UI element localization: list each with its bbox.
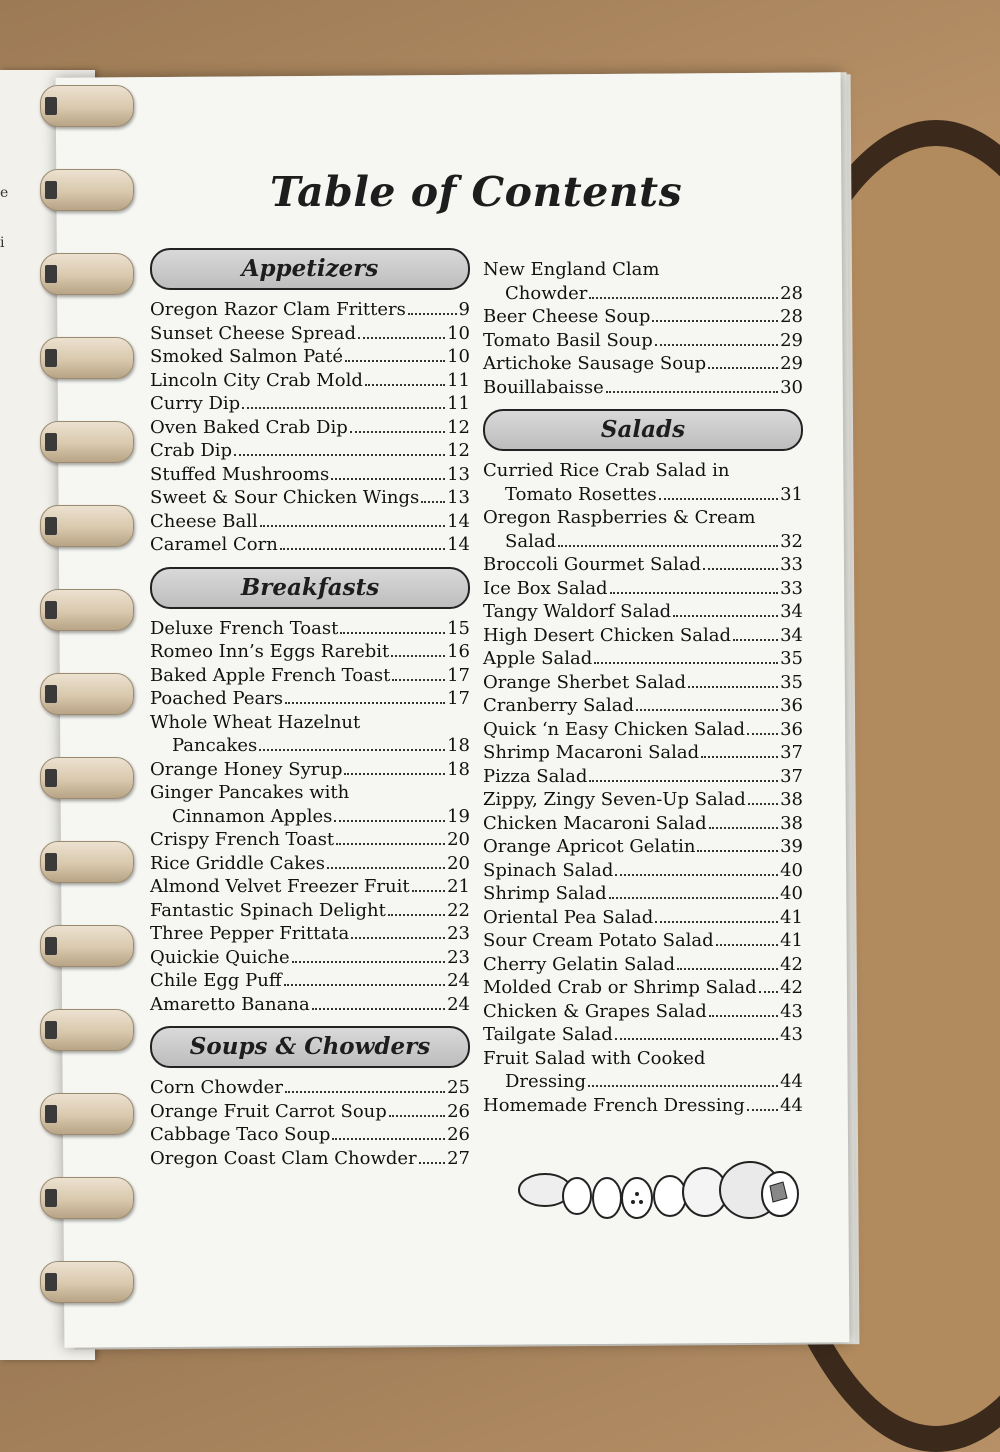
toc-entry-title: Tomato Basil Soup: [483, 329, 653, 351]
dot-leader: [412, 890, 446, 892]
toc-page-number: 38: [780, 812, 803, 834]
toc-page-number: 13: [447, 463, 470, 485]
toc-entry-title: Corn Chowder: [150, 1077, 283, 1098]
toc-entry-title: Quickie Quiche: [150, 946, 290, 968]
toc-entry-title: Zippy, Zingy Seven-Up Salad: [483, 789, 746, 810]
dot-leader: [259, 749, 445, 751]
toc-entry: [483, 600, 803, 624]
toc-page-number: 32: [780, 530, 803, 552]
toc-entry: [483, 718, 803, 742]
toc-page-number: 20: [447, 829, 470, 850]
toc-page-number: 28: [780, 282, 803, 304]
toc-entry: [150, 416, 470, 440]
dot-leader: [615, 874, 778, 876]
toc-page-number: 38: [780, 789, 803, 810]
toc-entry-title: Oriental Pea Salad: [483, 906, 654, 928]
dot-leader: [344, 773, 445, 775]
dot-leader: [709, 827, 778, 829]
dot-leader: [334, 820, 445, 822]
toc-entry-title: Cherry Gelatin Salad: [483, 953, 676, 975]
dot-leader: [331, 478, 445, 480]
toc-page-number: 24: [447, 970, 470, 991]
toc-entry-title: Artichoke Sausage Soup: [483, 353, 707, 374]
dot-leader: [234, 454, 445, 456]
dot-leader: [332, 1138, 445, 1140]
toc-entry: [150, 533, 470, 557]
toc-page-number: 42: [780, 953, 803, 975]
dot-leader: [747, 733, 778, 735]
dot-leader: [391, 655, 445, 657]
punch-hole: [45, 181, 57, 199]
toc-entry: [150, 899, 470, 923]
dot-leader: [759, 991, 778, 993]
toc-entry: [483, 788, 803, 812]
toc-page-number: 35: [780, 648, 803, 669]
toc-entry-title: Broccoli Gourmet Salad: [483, 554, 702, 575]
toc-entry-title: Molded Crab or Shrimp Salad: [483, 977, 757, 998]
dot-leader: [747, 1109, 778, 1111]
toc-page-number: 17: [447, 688, 470, 709]
toc-entry: [483, 906, 803, 930]
dot-leader: [677, 968, 778, 970]
toc-entry: [150, 617, 470, 641]
toc-page-number: 11: [447, 369, 470, 391]
toc-page-number: 29: [780, 329, 803, 351]
toc-page-number: 26: [447, 1124, 470, 1145]
toc-entry: [150, 993, 470, 1017]
toc-entry-title: Baked Apple French Toast: [150, 664, 391, 686]
toc-entry: [483, 859, 803, 883]
toc-entry-title: Oregon Razor Clam Fritters: [150, 299, 406, 320]
toc-entry-title: Tangy Waldorf Salad: [483, 601, 672, 622]
toc-entry-title-cont: Salad: [505, 530, 557, 552]
dot-leader: [351, 937, 445, 939]
toc-entry-title: Amaretto Banana: [150, 993, 310, 1015]
toc-entry: [483, 530, 803, 554]
toc-entry: [483, 553, 803, 577]
toc-entry-title: High Desert Chicken Salad: [483, 624, 731, 646]
toc-entry-title: Fantastic Spinach Delight: [150, 899, 386, 921]
punch-hole: [45, 769, 57, 787]
toc-page-number: 18: [447, 758, 470, 780]
toc-page-number: 40: [780, 859, 803, 881]
dot-leader: [609, 897, 778, 899]
toc-entry: [483, 812, 803, 836]
toc-entry-title: Homemade French Dressing: [483, 1094, 745, 1116]
toc-entry-title: Orange Fruit Carrot Soup: [150, 1100, 387, 1122]
toc-entry: [150, 969, 470, 993]
toc-page-number: 34: [780, 624, 803, 646]
toc-page-number: 14: [447, 510, 470, 532]
toc-page-number: 40: [780, 883, 803, 904]
dot-leader: [733, 639, 778, 641]
punch-hole: [45, 601, 57, 619]
dot-leader: [419, 1162, 445, 1164]
dot-leader: [336, 843, 445, 845]
toc-entry: [150, 439, 470, 463]
toc-page-number: 44: [780, 1094, 803, 1116]
toc-entry-title: Chile Egg Puff: [150, 970, 282, 991]
dot-leader: [589, 780, 778, 782]
toc-page-number: 30: [780, 376, 803, 398]
dot-leader: [392, 679, 445, 681]
toc-entry: [150, 687, 470, 711]
toc-entry-title: Beer Cheese Soup: [483, 306, 651, 327]
toc-entry-title: Cranberry Salad: [483, 695, 635, 716]
toc-page-number: 44: [780, 1071, 803, 1092]
edge-char: i: [0, 235, 5, 251]
toc-entry: [483, 624, 803, 648]
toc-page-number: 17: [447, 664, 470, 686]
toc-page-number: 43: [780, 1024, 803, 1045]
toc-page-number: 12: [447, 416, 470, 438]
toc-page-number: 23: [447, 923, 470, 944]
dot-leader: [673, 615, 778, 617]
toc-entry-title: Caramel Corn: [150, 534, 278, 555]
toc-entry-title: Rice Griddle Cakes: [150, 852, 325, 874]
toc-entry: [150, 369, 470, 393]
toc-entry: [150, 463, 470, 487]
toc-entry-title-cont: Tomato Rosettes: [505, 483, 657, 505]
dot-leader: [242, 407, 445, 409]
dot-leader: [688, 686, 778, 688]
toc-page-number: 33: [780, 554, 803, 575]
toc-entry-title: Curry Dip: [150, 393, 241, 414]
dot-leader: [285, 1091, 445, 1093]
toc-entry: [150, 1123, 470, 1147]
toc-entry: [483, 305, 803, 329]
dot-leader: [365, 384, 445, 386]
toc-page-number: 14: [447, 534, 470, 555]
dot-leader: [708, 367, 778, 369]
toc-entry-title: Crab Dip: [150, 440, 233, 461]
toc-page-number: 41: [780, 930, 803, 951]
toc-entry-title: Deluxe French Toast: [150, 617, 339, 639]
toc-page-number: 35: [780, 671, 803, 693]
dot-leader: [340, 632, 445, 634]
toc-entry-title: Ice Box Salad: [483, 577, 608, 599]
dot-leader: [655, 921, 778, 923]
toc-entry: [483, 1070, 803, 1094]
toc-page-number: 36: [780, 695, 803, 716]
toc-entry-title: Lincoln City Crab Mold: [150, 369, 363, 391]
toc-page-number: 37: [780, 742, 803, 763]
toc-page-number: 39: [780, 836, 803, 857]
toc-entry: [483, 483, 803, 507]
toc-entry: [483, 577, 803, 601]
section-header: Breakfasts: [150, 567, 470, 609]
toc-entry: [150, 922, 470, 946]
toc-entry-title: Chicken Macaroni Salad: [483, 812, 707, 834]
toc-entry: [483, 765, 803, 789]
toc-entry: [483, 647, 803, 671]
toc-entry-title: Oregon Coast Clam Chowder: [150, 1147, 417, 1169]
dot-leader: [389, 1115, 445, 1117]
toc-page-number: 25: [447, 1077, 470, 1098]
dot-leader: [652, 320, 778, 322]
toc-entry: [150, 298, 470, 322]
dot-leader: [703, 568, 778, 570]
dot-leader: [260, 525, 445, 527]
toc-entry-title: Crispy French Toast: [150, 829, 335, 850]
toc-entry-title: Ginger Pancakes with: [150, 782, 350, 803]
toc-entry-title: Smoked Salmon Paté: [150, 346, 343, 367]
toc-entry-title-cont: Chowder: [505, 282, 588, 304]
toc-entry: [483, 976, 803, 1000]
toc-entry: [483, 953, 803, 977]
toc-entry: [483, 1094, 803, 1118]
toc-entry-title: Fruit Salad with Cooked: [483, 1047, 706, 1069]
toc-entry: [150, 758, 470, 782]
toc-entry-title: Whole Wheat Hazelnut: [150, 711, 361, 733]
toc-entry-title: Apple Salad: [483, 648, 593, 669]
toc-page-number: 19: [447, 805, 470, 827]
toc-entry: [150, 946, 470, 970]
toc-page-number: 37: [780, 765, 803, 787]
dot-leader: [388, 914, 445, 916]
dot-leader: [709, 1015, 778, 1017]
toc-entry-title: Orange Apricot Gelatin: [483, 836, 696, 857]
toc-entry-title-cont: Pancakes: [172, 735, 258, 756]
edge-char: e: [0, 185, 9, 201]
toc-entry: [483, 835, 803, 859]
toc-entry: [150, 486, 470, 510]
dot-leader: [615, 1038, 778, 1040]
dot-leader: [421, 501, 445, 503]
toc-entry-title-cont: Dressing: [505, 1071, 587, 1092]
toc-page-number: 15: [447, 617, 470, 639]
toc-entry-title: Tailgate Salad: [483, 1024, 613, 1045]
toc-entry: [150, 828, 470, 852]
toc-page-number: 34: [780, 601, 803, 622]
toc-page-number: 20: [447, 852, 470, 874]
toc-entry: [150, 852, 470, 876]
toc-entry-title: Shrimp Salad: [483, 883, 607, 904]
dot-leader: [697, 850, 778, 852]
toc-entry: [150, 734, 470, 758]
dot-leader: [345, 360, 445, 362]
toc-entry-title: Sweet & Sour Chicken Wings: [150, 487, 420, 508]
toc-page-number: 29: [780, 353, 803, 374]
toc-entry-title: Oregon Raspberries & Cream: [483, 507, 756, 528]
toc-entry-title: Sour Cream Potato Salad: [483, 930, 714, 951]
toc-entry-title: Almond Velvet Freezer Fruit: [150, 876, 410, 897]
toc-page-number: 26: [447, 1100, 470, 1122]
toc-entry-title: Pizza Salad: [483, 765, 588, 787]
punch-hole: [45, 1021, 57, 1039]
dot-leader: [636, 709, 778, 711]
toc-entry-title: Chicken & Grapes Salad: [483, 1000, 707, 1022]
toc-entry: [150, 664, 470, 688]
punch-hole: [45, 433, 57, 451]
toc-page-number: 12: [447, 440, 470, 461]
toc-page-number: 36: [780, 718, 803, 740]
toc-entry-title: Orange Sherbet Salad: [483, 671, 686, 693]
dot-leader: [327, 867, 445, 869]
toc-page-number: 22: [447, 899, 470, 921]
toc-right-column: [483, 258, 803, 1117]
toc-page-number: 21: [447, 876, 470, 897]
toc-page-number: 9: [458, 299, 470, 320]
toc-page-number: 13: [447, 487, 470, 508]
toc-entry-title-cont: Cinnamon Apples: [172, 805, 333, 827]
toc-entry-title: Cabbage Taco Soup: [150, 1124, 331, 1145]
section-header: Soups & Chowders: [150, 1026, 470, 1068]
toc-entry: [483, 352, 803, 376]
toc-entry-title: Three Pepper Frittata: [150, 923, 350, 944]
dot-leader: [701, 756, 778, 758]
toc-page-number: 31: [780, 483, 803, 505]
toc-page-number: 43: [780, 1000, 803, 1022]
dot-leader: [292, 961, 445, 963]
toc-entry: [150, 345, 470, 369]
punch-hole: [45, 1273, 57, 1291]
punch-hole: [45, 853, 57, 871]
dot-leader: [280, 548, 445, 550]
toc-entry: [483, 694, 803, 718]
toc-page-number: 27: [447, 1147, 470, 1169]
dot-leader: [312, 1008, 445, 1010]
dot-leader: [655, 344, 778, 346]
dot-leader: [350, 431, 445, 433]
toc-entry: [150, 1076, 470, 1100]
toc-page-number: 18: [447, 735, 470, 756]
dot-leader: [284, 984, 445, 986]
punch-hole: [45, 937, 57, 955]
dot-leader: [589, 297, 778, 299]
toc-entry: [483, 1000, 803, 1024]
punch-hole: [45, 97, 57, 115]
toc-entry: [150, 640, 470, 664]
dot-leader: [285, 702, 445, 704]
punch-hole: [45, 685, 57, 703]
toc-entry-title: Romeo Inn’s Eggs Rarebit: [150, 641, 390, 662]
sliced-fruit-illustration-icon: [515, 1158, 805, 1228]
dot-leader: [610, 592, 779, 594]
dot-leader: [358, 337, 445, 339]
page-title: Table of Contents: [270, 168, 683, 216]
toc-page-number: 41: [780, 906, 803, 928]
dot-leader: [659, 498, 778, 500]
toc-page-number: 33: [780, 577, 803, 599]
section-header: Salads: [483, 409, 803, 451]
toc-entry: [150, 1147, 470, 1171]
dot-leader: [594, 662, 778, 664]
toc-entry: [483, 1023, 803, 1047]
toc-entry: [150, 875, 470, 899]
toc-entry: [483, 671, 803, 695]
dot-leader: [748, 803, 778, 805]
toc-entry: [483, 282, 803, 306]
toc-page-number: 23: [447, 946, 470, 968]
toc-left-column: [150, 238, 470, 1170]
toc-entry-title: Oven Baked Crab Dip: [150, 416, 348, 438]
punch-hole: [45, 265, 57, 283]
toc-page-number: 10: [447, 322, 470, 344]
toc-entry-title: Poached Pears: [150, 688, 284, 709]
toc-entry: [483, 741, 803, 765]
toc-page-number: 28: [780, 306, 803, 327]
toc-entry-title: Curried Rice Crab Salad in: [483, 460, 730, 481]
dot-leader: [588, 1085, 778, 1087]
toc-page-number: 11: [447, 393, 470, 414]
toc-entry-title: Sunset Cheese Spread: [150, 322, 357, 344]
toc-page-number: 42: [780, 977, 803, 998]
toc-entry: [150, 805, 470, 829]
toc-entry-title: Bouillabaisse: [483, 376, 604, 398]
toc-entry-title: Stuffed Mushrooms: [150, 463, 330, 485]
toc-entry-title: Orange Honey Syrup: [150, 758, 343, 780]
dot-leader: [558, 545, 778, 547]
toc-entry: [150, 1100, 470, 1124]
dot-leader: [716, 944, 778, 946]
punch-hole: [45, 1105, 57, 1123]
toc-entry: [150, 392, 470, 416]
toc-entry-title: Shrimp Macaroni Salad: [483, 742, 700, 763]
punch-hole: [45, 1189, 57, 1207]
dot-leader: [606, 391, 778, 393]
section-header: Appetizers: [150, 248, 470, 290]
toc-page-number: 16: [447, 641, 470, 662]
toc-entry-title: Spinach Salad: [483, 859, 614, 881]
toc-page-number: 24: [447, 993, 470, 1015]
punch-hole: [45, 349, 57, 367]
toc-entry-title: New England Clam: [483, 259, 660, 280]
spiral-binding: [40, 85, 150, 1335]
toc-entry-title: Cheese Ball: [150, 510, 258, 532]
punch-hole: [45, 517, 57, 535]
toc-entry-title: Quick ‘n Easy Chicken Salad: [483, 718, 746, 740]
toc-entry: [483, 929, 803, 953]
toc-page-number: 10: [447, 346, 470, 367]
toc-entry: [483, 376, 803, 400]
toc-entry: [483, 329, 803, 353]
toc-entry: [483, 882, 803, 906]
dot-leader: [408, 313, 457, 315]
toc-entry: [150, 322, 470, 346]
toc-entry: [150, 510, 470, 534]
